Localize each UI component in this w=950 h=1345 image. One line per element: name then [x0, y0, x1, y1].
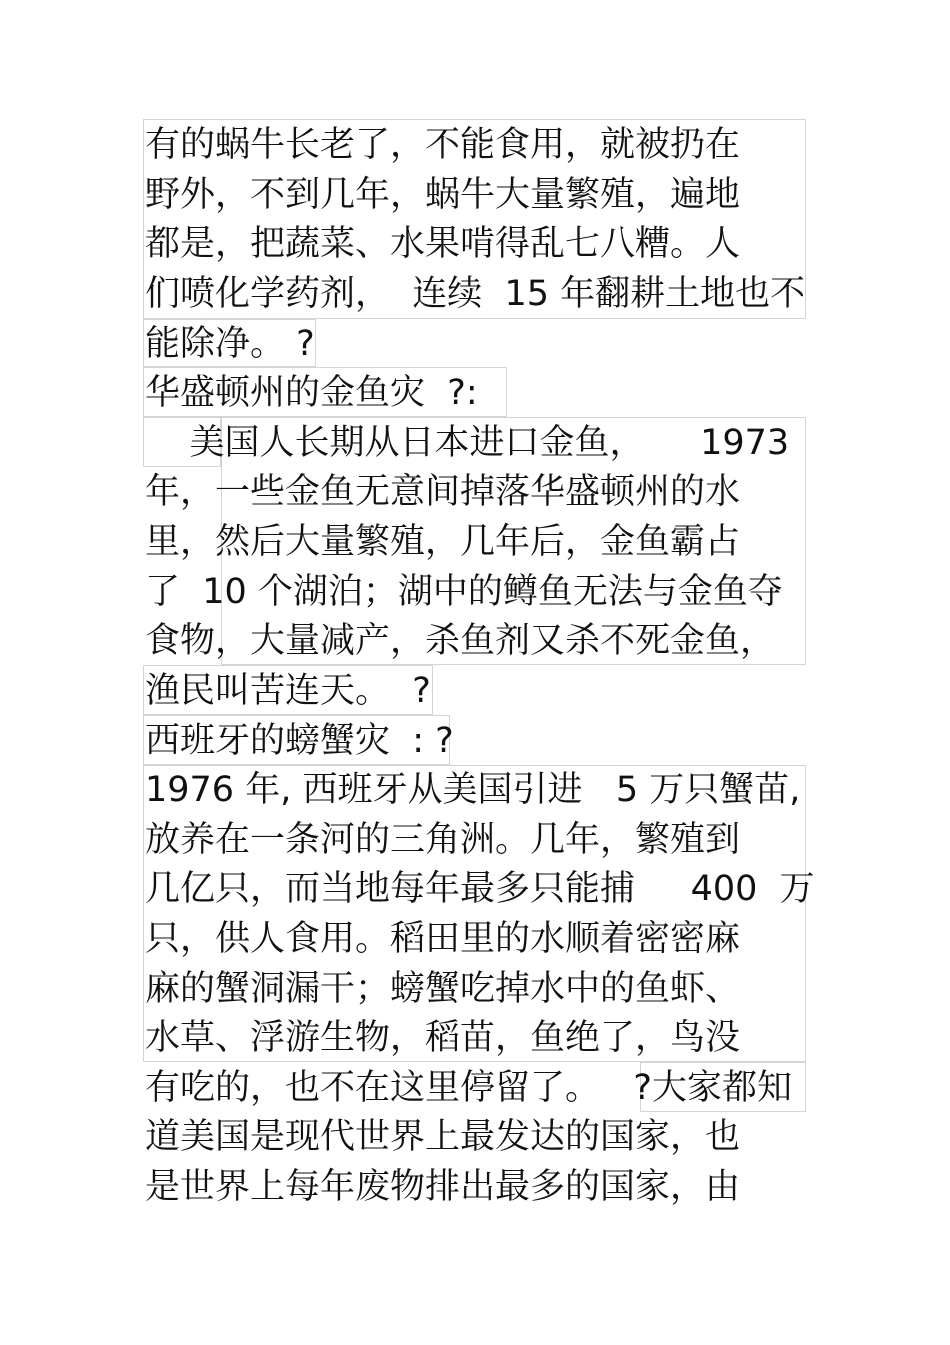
- text-line: 渔民叫苦连天。 ?: [145, 671, 431, 711]
- text-line: 道美国是现代世界上最发达的国家，也: [145, 1117, 741, 1157]
- text-line: 美国人长期从日本进口金鱼， 1973: [145, 423, 790, 463]
- text-line: 麻的蟹洞漏干；螃蟹吃掉水中的鱼虾、: [145, 969, 741, 1009]
- text-line: 野外，不到几年，蜗牛大量繁殖，遍地: [145, 175, 741, 215]
- text-line: 食物，大量减产，杀鱼剂又杀不死金鱼，: [145, 621, 776, 661]
- text-line: 放养在一条河的三角洲。几年，繁殖到: [145, 820, 741, 860]
- text-line: 里，然后大量繁殖，几年后，金鱼霸占: [145, 522, 741, 562]
- text-line: 能除净。 ?: [145, 324, 315, 364]
- text-line: 1976 年, 西班牙从美国引进 5 万只蟹苗,: [145, 770, 801, 810]
- text-line: 几亿只，而当地每年最多只能捕 400 万: [145, 869, 815, 909]
- text-line: 只，供人食用。稻田里的水顺着密密麻: [145, 919, 741, 959]
- text-line: 是世界上每年废物排出最多的国家，由: [145, 1167, 741, 1207]
- text-line: 年，一些金鱼无意间掉落华盛顿州的水: [145, 472, 741, 512]
- text-line: 了 10 个湖泊；湖中的鳟鱼无法与金鱼夺: [145, 572, 783, 612]
- text-line: 们喷化学药剂， 连续 15 年翻耕土地也不: [145, 274, 806, 314]
- text-line: 有的蜗牛长老了，不能食用，就被扔在: [145, 125, 741, 165]
- section-heading: 华盛顿州的金鱼灾 ?:: [145, 373, 478, 413]
- text-line: 有吃的，也不在这里停留了。 ?大家都知: [145, 1068, 792, 1108]
- text-line: 都是，把蔬菜、水果啃得乱七八糟。人: [145, 224, 741, 264]
- section-heading: 西班牙的螃蟹灾 : ?: [145, 721, 454, 761]
- text-line: 水草、浮游生物，稻苗，鱼绝了，鸟没: [145, 1018, 741, 1058]
